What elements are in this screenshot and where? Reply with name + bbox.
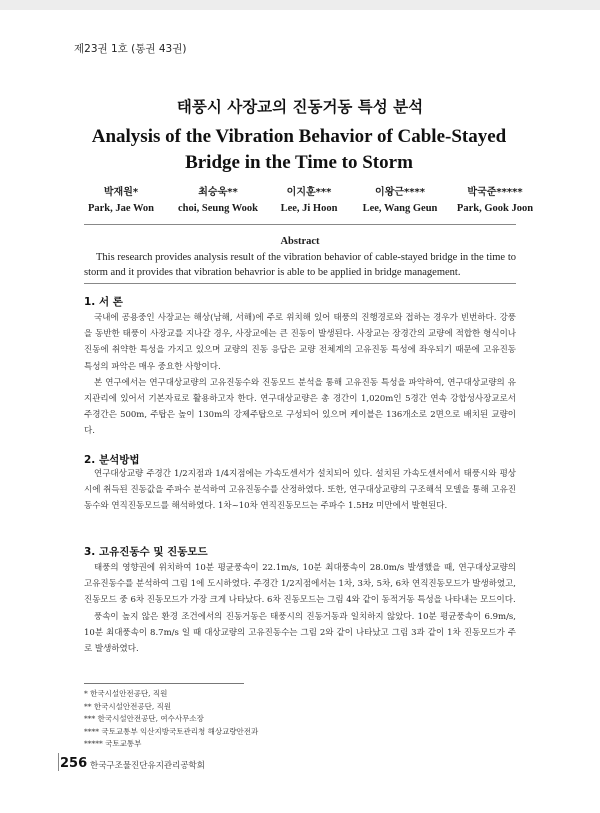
divider-top — [84, 224, 516, 225]
footer-bar — [58, 753, 59, 771]
author-name-korean: 박국준***** — [467, 187, 523, 198]
footnote: ***** 국토교통부 — [84, 739, 142, 748]
author-4 — [354, 186, 446, 217]
section-body-introduction — [84, 310, 516, 440]
footnote: *** 한국시설안전공단, 여수사무소장 — [84, 714, 204, 723]
page-number: 256 — [60, 756, 88, 771]
footnote: ** 한국시설안전공단, 직원 — [84, 701, 172, 711]
author-name-english: Lee, Wang Geun — [362, 203, 438, 214]
section-heading-introduction: 1. 서 론 — [84, 296, 123, 308]
paragraph: 본 연구에서는 연구대상교량의 고유진동수와 진동모드 분석을 통해 고유진동 특성을 파악하여, 연구대상교량의 유지관리에 있어서 기본자료로 활용하고자 한다. 연구대상교량은 총 경간이 1,020m인 5경간 연속 강합성사장교로서 주경간은 500m, 주탑은 높이 130m의 강제주탑으로 구성되어 있으며 케이블은 136개소로 2면으로 배치된 교량이다. — [84, 377, 516, 437]
section-heading-frequency: 3. 고유진동수 및 진동모드 — [84, 546, 208, 558]
author-name-korean: 이지훈*** — [286, 187, 332, 198]
author-name-english: Park, Jae Won — [87, 203, 155, 214]
section-heading-method: 2. 분석방법 — [84, 454, 140, 466]
footnote-divider — [84, 683, 244, 684]
author-name-english: choi, Seung Wook — [177, 203, 259, 214]
abstract-heading: Abstract — [280, 236, 320, 247]
paragraph: 풍속이 높지 않은 환경 조건에서의 진동거동은 태풍시의 진동거동과 일치하지 않았다. 10분 평균풍속이 6.9m/s, 10분 최대풍속이 8.7m/s 일 때 대상교량의 고유진동수는 그림 2와 같이 나타났고 그림 3과 같이 1차 진동모드가 주로 발생하였다. — [84, 611, 516, 655]
author-name-english: Park, Gook Joon — [456, 203, 534, 214]
author-name-english: Lee, Ji Hoon — [280, 203, 338, 214]
footnote: **** 국토교통부 익산지방국토관리청 해상교량안전과 — [84, 726, 259, 736]
section-body-method — [84, 466, 516, 515]
paragraph: 태풍의 영향권에 위치하여 10분 평균풍속이 22.1m/s, 10분 최대풍속이 28.0m/s 발생했을 때, 연구대상교량의 고유진동수를 분석하여 그림 1에 도시하였다. 주경간 1/2지점에서는 1차, 3차, 5차, 6차 연직진동모드가 발생하였고, 진동모드 중 6차 진동모드가 가장 크게 나타났다. 6차 진동모드는 그림 4와 같이 동적거동 특성을 나타내는 모드이다. — [84, 563, 516, 606]
footnotes — [84, 688, 258, 751]
author-name-korean: 박재원* — [103, 187, 139, 198]
issue-label: 제23권 1호 (통권 43권) — [74, 43, 187, 55]
paragraph: 연구대상교량 주경간 1/2지점과 1/4지점에는 가속도센서가 설치되어 있다. 설치된 가속도센서에서 태풍시와 평상시에 취득된 진동값을 주파수 분석하여 고유진동수를 산정하였다. 또한, 연구대상교량의 구조해석 모델을 통해 고유진동수와 연직진동모드를 해석하였다. 1차~10차 연직진동모드는 주파수 1.5Hz 미만에서 발현된다. — [84, 469, 516, 512]
footnote: * 한국시설안전공단, 직원 — [84, 689, 168, 698]
title-korean: 태풍시 사장교의 진동거동 특성 분석 — [176, 98, 424, 116]
journal-name: 한국구조물진단유지관리공학회 — [90, 761, 205, 771]
author-5 — [450, 186, 540, 217]
author-1 — [84, 186, 158, 217]
author-3 — [268, 186, 350, 217]
author-2 — [170, 186, 266, 217]
top-bar — [0, 0, 600, 10]
author-list — [84, 186, 534, 220]
author-name-korean: 이왕근**** — [375, 187, 425, 198]
author-name-korean: 최승욱** — [198, 187, 238, 198]
paragraph: 국내에 공용중인 사장교는 해상(남해, 서해)에 주로 위치해 있어 태풍의 진행경로와 접하는 경우가 빈번하다. 강풍을 동반한 태풍이 사장교를 지나갈 경우, 사장교에는 큰 진동이 발생된다. 사장교는 장경간의 교량에 적합한 형식이나 진동에 취약한 특성을 가지고 있으며 교량의 진동 응답은 교량 전체계의 고유진동 특성에 좌우되기 때문에 고유진동 특성의 파악은 매우 중요한 사항이다. — [84, 313, 516, 372]
section-body-frequency — [84, 560, 516, 657]
divider-bottom — [84, 283, 516, 284]
title-english: Analysis of the Vibration Behavior of Cable-Stayed Bridge in the Time to Storm — [91, 126, 507, 173]
abstract-text: This research provides analysis result of the vibration behavior of cable-stayed bridge in the time to storm and it provides that vibration behavrior is able to be applied in bridge management. — [84, 252, 516, 278]
